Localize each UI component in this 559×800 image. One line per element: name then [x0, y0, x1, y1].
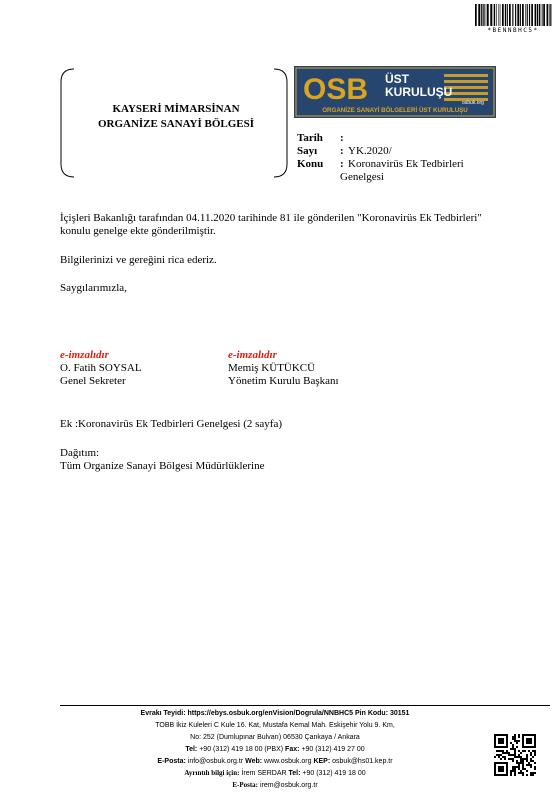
- signature-block-1: [60, 349, 142, 388]
- footer-address-2: No: 252 (Dumlupınar Bulvarı) 06530 Çankaya / Ankara: [190, 734, 360, 741]
- fax-value: +90 (312) 419 27 00: [301, 746, 365, 753]
- signature-block-2: [228, 349, 339, 388]
- info-label: Ayrıntılı bilgi için:: [184, 769, 240, 777]
- qr-code: [494, 734, 536, 776]
- fax-label: Fax:: [285, 746, 300, 753]
- kep-value: osbuk@hs01.kep.tr: [332, 758, 393, 765]
- distribution-value: Tüm Organize Sanayi Bölgesi Müdürlüklerine: [60, 460, 265, 472]
- closing-salutation: Saygılarımızla,: [60, 282, 127, 294]
- body-paragraph-1: [60, 212, 530, 238]
- tel-value: +90 (312) 419 18 00 (PBX): [199, 746, 284, 753]
- distribution-block: [60, 447, 530, 473]
- osb-ust-kurulusu-logo: [294, 66, 496, 118]
- number-value: YK.2020/: [348, 145, 392, 157]
- recipient-address: [78, 102, 274, 132]
- signer-name: O. Fatih SOYSAL: [60, 362, 142, 374]
- info-tel-label: Tel:: [288, 770, 301, 777]
- subject-value-line-2: Genelgesi: [340, 171, 384, 183]
- body-paragraph-2: Bilgilerinizi ve gereğini rica ederiz.: [60, 254, 217, 266]
- email-label: E-Posta:: [157, 758, 186, 765]
- tel-label: Tel:: [185, 746, 198, 753]
- footer-info-email: [60, 780, 490, 791]
- subject-value-line-1: Koronavirüs Ek Tedbirleri: [348, 158, 464, 170]
- number-label: Sayı: [297, 145, 318, 157]
- number-colon: :: [340, 145, 344, 157]
- verification-text: Evrakı Teyidi: https://ebys.osbuk.org/enVision/Dogrula/NNBHC5 Pin Kodu: 30151: [140, 710, 410, 717]
- date-colon: :: [340, 132, 344, 144]
- recipient-line-1: KAYSERİ MİMARSİNAN: [112, 103, 240, 115]
- body-paragraph-1-line-2: konulu genelge ekte gönderilmiştir.: [60, 225, 216, 237]
- body-paragraph-1-line-1: İçişleri Bakanlığı tarafından 04.11.2020 tarihinde 81 ile gönderilen "Koronavirüs Ek Tedbirleri": [60, 212, 482, 224]
- logo-site: osbuk.org: [462, 100, 484, 106]
- logo-word-1: ÜST: [385, 72, 409, 86]
- email-value: info@osbuk.org.tr: [187, 758, 244, 765]
- date-label: Tarih: [297, 132, 323, 144]
- info-email: irem@osbuk.org.tr: [259, 782, 318, 789]
- kep-label: KEP:: [313, 758, 331, 765]
- web-value: www.osbuk.org: [264, 758, 312, 765]
- info-name: İrem SERDAR: [241, 770, 287, 777]
- footer-phone-fax: [60, 744, 490, 755]
- esignature-mark: e-imzalıdır: [60, 349, 109, 361]
- distribution-label: Dağıtım:: [60, 447, 100, 459]
- signer-name: Memiş KÜTÜKCÜ: [228, 362, 316, 374]
- subject-label: Konu: [297, 158, 324, 170]
- logo-tagline: ORGANİZE SANAYİ BÖLGELERİ ÜST KURULUŞU: [322, 107, 468, 114]
- footer-info-contact: [60, 768, 490, 779]
- attachment-note: Ek :Koronavirüs Ek Tedbirleri Genelgesi (2 sayfa): [60, 418, 283, 430]
- esignature-mark: e-imzalıdır: [228, 349, 277, 361]
- recipient-line-2: ORGANİZE SANAYİ BÖLGESİ: [97, 118, 255, 130]
- barcode-text: *BENNBHC5*: [487, 27, 539, 34]
- subject-colon: :: [340, 158, 344, 170]
- footer-contact: [60, 756, 490, 767]
- web-label: Web:: [245, 758, 263, 765]
- footer-divider: [60, 705, 550, 706]
- logo-main-text: OSB: [303, 73, 369, 106]
- footer-address-1: TOBB İkiz Kuleleri C Kule 16. Kat, Mustafa Kemal Mah. Eskişehir Yolu 9. Km,: [155, 722, 395, 729]
- logo-word-2: KURULUŞU: [385, 85, 453, 99]
- signer-title: Genel Sekreter: [60, 375, 126, 387]
- signer-title: Yönetim Kurulu Başkanı: [228, 375, 339, 387]
- footer-verification: [60, 708, 490, 719]
- info-email-label: E-Posta:: [232, 781, 259, 789]
- info-tel: +90 (312) 419 18 00: [302, 770, 366, 777]
